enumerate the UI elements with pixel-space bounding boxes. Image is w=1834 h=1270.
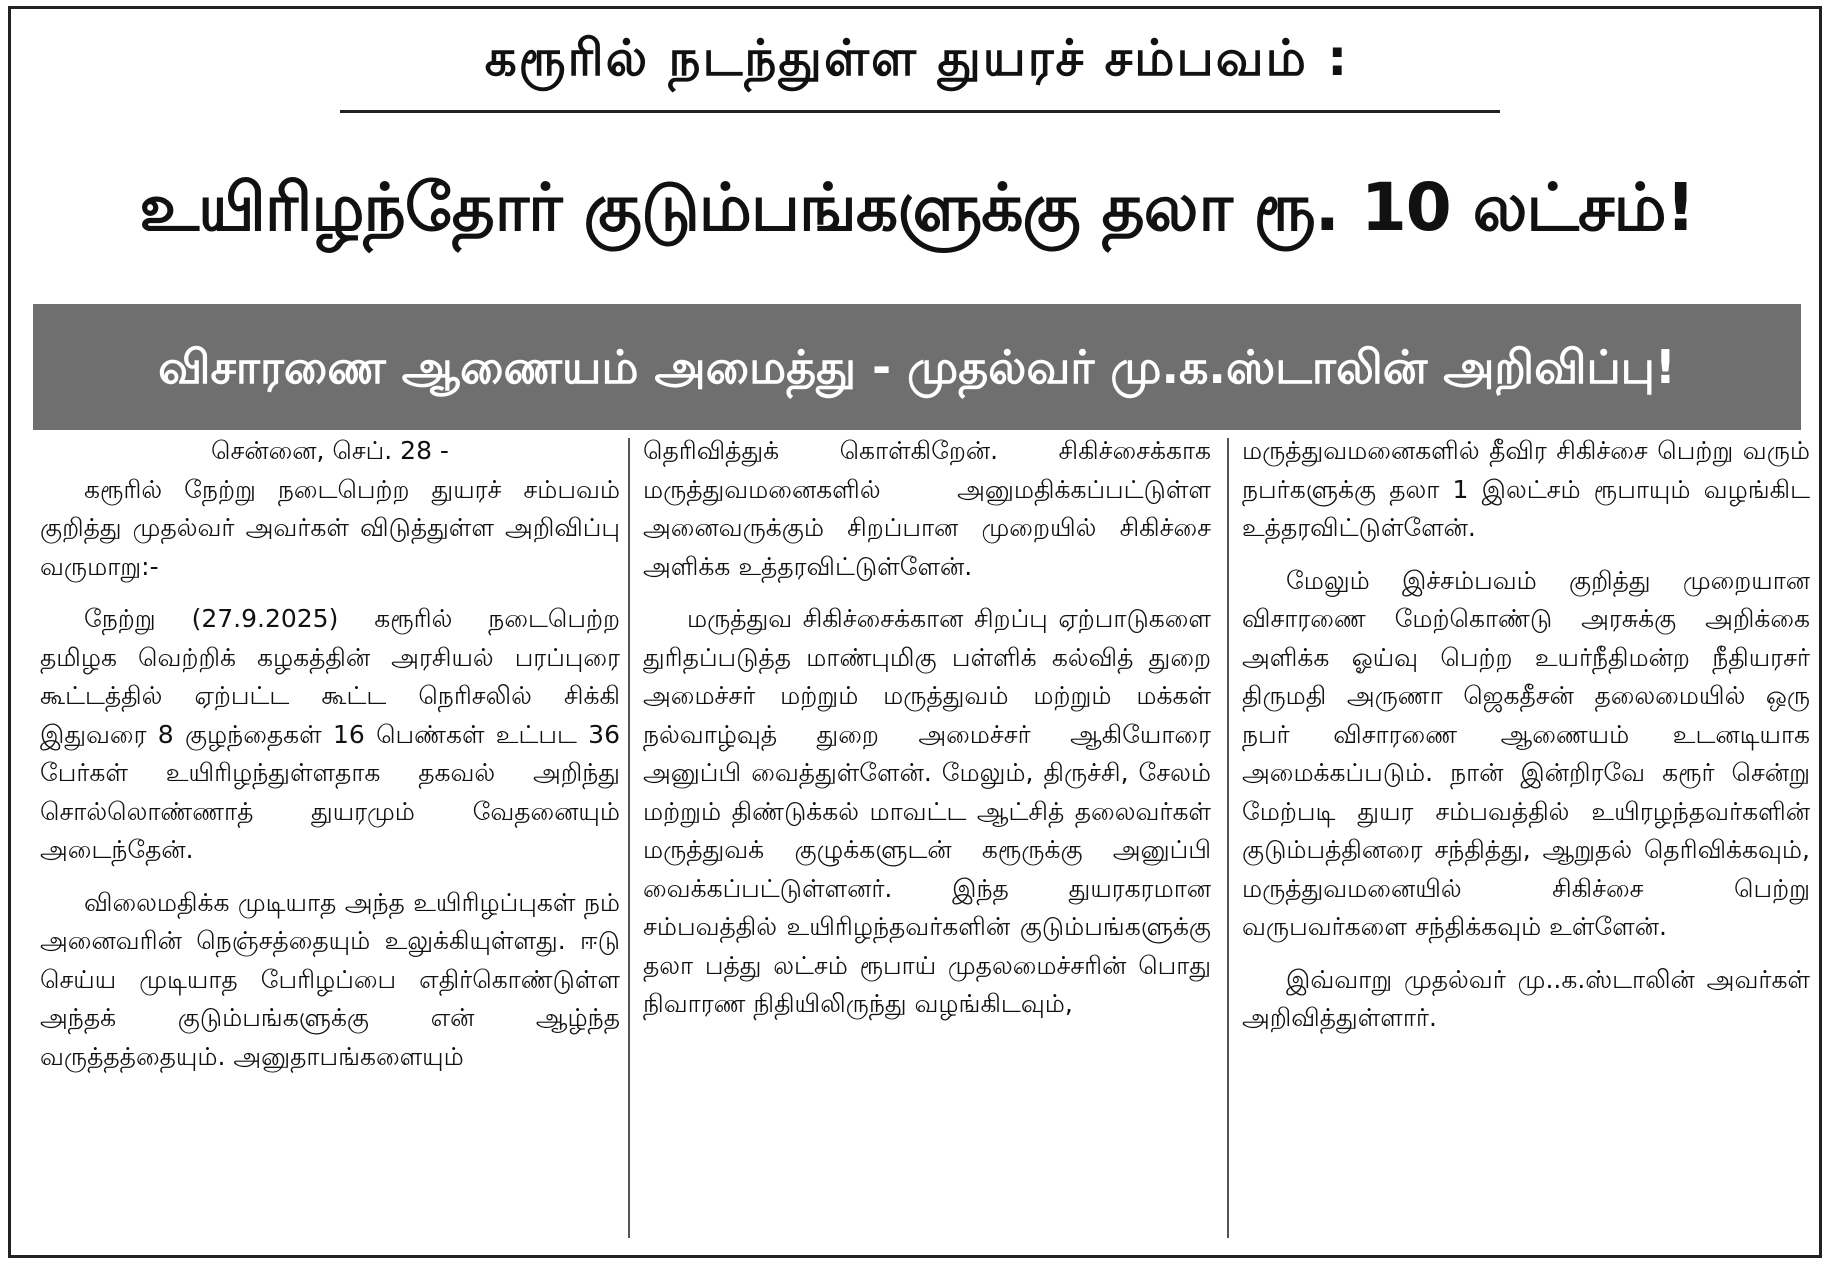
- paragraph: தெரிவித்துக் கொள்கிறேன். சிகிச்சைக்காக மருத்துவமனைகளில் அனுமதிக்கப்பட்டுள்ள அனைவருக்கும் சிறப்பான முறையில் சிகிச்சை அளிக்க உத்தரவிட்டுள்ளேன்.: [643, 436, 1211, 581]
- column-divider: [1227, 438, 1229, 1238]
- paragraph: மேலும் இச்சம்பவம் குறித்து முறையான விசாரணை மேற்கொண்டு அரசுக்கு அறிக்கை அளிக்க ஓய்வு பெற்ற உயர்நீதிமன்ற நீதியரசர் திருமதி அருணா ஜெகதீசன் தலைமையில் ஒரு நபர் விசாரணை ஆணையம் உடனடியாக அமைக்கப்படும். நான் இன்றிரவே கரூர் சென்று மேற்படி துயர சம்பவத்தில் உயிரழந்தவர்களின் குடும்பத்தினரை சந்தித்து, ஆறுதல் தெரிவிக்கவும், மருத்துவமனையில் சிகிச்சை பெற்று வருபவர்களை சந்திக்கவும் உள்ளேன்.: [1242, 565, 1810, 941]
- paragraph: மருத்துவமனைகளில் தீவிர சிகிச்சை பெற்று வரும் நபர்களுக்கு தலா 1 இலட்சம் ரூபாயும் வழங்கிட உத்தரவிட்டுள்ளேன்.: [1242, 436, 1810, 542]
- article-column-3: [1242, 432, 1810, 1038]
- subheading-banner: விசாரணை ஆணையம் அமைத்து - முதல்வர் மு.க.ஸ்டாலின் அறிவிப்பு!: [33, 304, 1801, 430]
- dateline: சென்னை, செப். 28 -: [211, 436, 449, 465]
- article-column-2: [643, 432, 1211, 1024]
- paragraph: விலைமதிக்க முடியாத அந்த உயிரிழப்புகள் நம் அனைவரின் நெஞ்சத்தையும் உலுக்கியுள்ளது. ஈடு செய்ய முடியாத பேரிழப்பை எதிர்கொண்டுள்ள அந்தக் குடும்பங்களுக்கு என் ஆழ்ந்த வருத்தத்தையும். அனுதாபங்களையும்: [40, 887, 620, 1071]
- article-column-1: [40, 432, 620, 1076]
- paragraph: இவ்வாறு முதல்வர் மு..க.ஸ்டாலின் அவர்கள் அறிவித்துள்ளார்.: [1242, 964, 1810, 1032]
- paragraph: நேற்று (27.9.2025) கரூரில் நடைபெற்ற தமிழக வெற்றிக் கழகத்தின் அரசியல் பரப்புரை கூட்டத்தில் ஏற்பட்ட கூட்ட நெரிசலில் சிக்கி இதுவரை 8 குழந்தைகள் 16 பெண்கள் உட்பட 36 பேர்கள் உயிரிழந்துள்ளதாக தகவல் அறிந்து சொல்லொண்ணாத் துயரமும் வேதனையும் அடைந்தேன்.: [40, 604, 620, 864]
- kicker-underline: [340, 110, 1500, 113]
- paragraph: மருத்துவ சிகிச்சைக்கான சிறப்பு ஏற்பாடுகளை துரிதப்படுத்த மாண்புமிகு பள்ளிக் கல்வித் துறை அமைச்சர் மற்றும் மருத்துவம் மற்றும் மக்கள் நல்வாழ்வுத் துறை அமைச்சர் ஆகியோரை அனுப்பி வைத்துள்ளேன். மேலும், திருச்சி, சேலம் மற்றும் திண்டுக்கல் மாவட்ட ஆட்சித் தலைவர்கள் மருத்துவக் குழுக்களுடன் கரூருக்கு அனுப்பி வைக்கப்பட்டுள்ளனர். இந்த துயரகரமான சம்பவத்தில் உயிரிழந்தவர்களின் குடும்பங்களுக்கு தலா பத்து லட்சம் ரூபாய் முதலமைச்சரின் பொது நிவாரண நிதியிலிருந்து வழங்கிடவும்,: [643, 604, 1211, 1018]
- column-divider: [628, 438, 630, 1238]
- paragraph: கரூரில் நேற்று நடைபெற்ற துயரச் சம்பவம் குறித்து முதல்வர் அவர்கள் விடுத்துள்ள அறிவிப்பு வருமாறு:-: [40, 474, 620, 581]
- kicker-heading: கரூரில் நடந்துள்ள துயரச் சம்பவம் :: [484, 29, 1350, 87]
- headline: உயிரிழந்தோர் குடும்பங்களுக்கு தலா ரூ. 10 லட்சம்!: [139, 169, 1695, 246]
